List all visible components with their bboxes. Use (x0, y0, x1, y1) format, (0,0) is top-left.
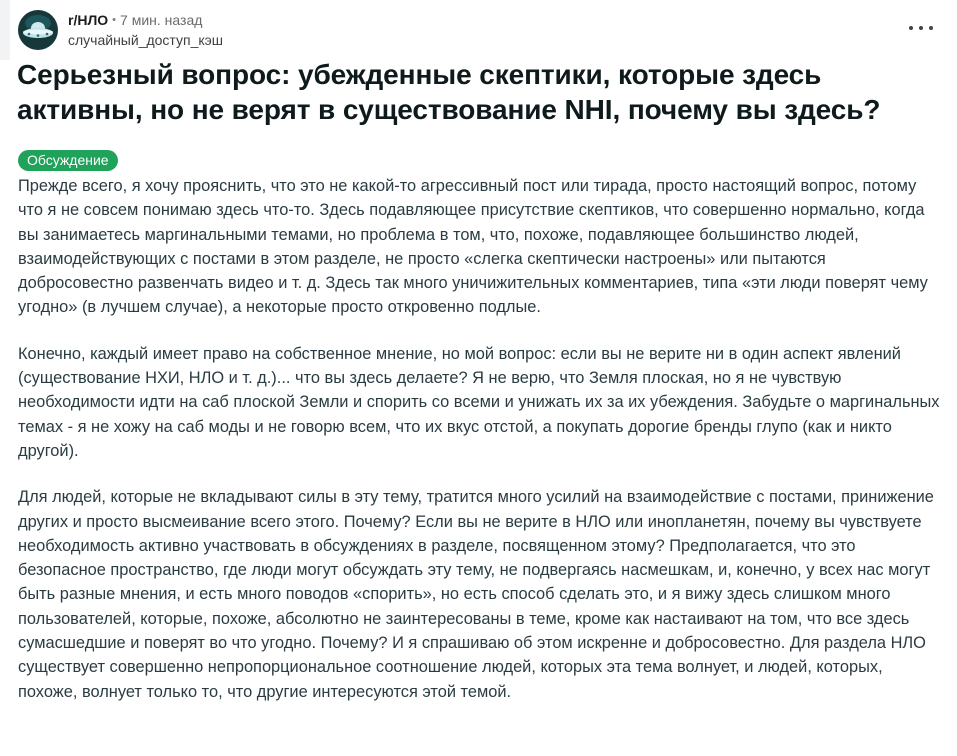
ufo-avatar-icon[interactable] (18, 10, 58, 50)
more-dot (929, 26, 933, 30)
post-meta (68, 10, 223, 50)
more-dot (909, 26, 913, 30)
flair-badge[interactable]: Обсуждение (18, 150, 118, 171)
more-dot (919, 26, 923, 30)
post-time: 7 мин. назад (120, 12, 203, 28)
more-options-icon[interactable] (909, 20, 933, 36)
left-edge-strip (0, 0, 10, 60)
meta-separator: • (112, 14, 117, 26)
body-paragraph: Прежде всего, я хочу прояснить, что это не какой-то агрессивный пост или тирада, просто настоящий вопрос, потому что я не совсем понимаю здесь что-то. Здесь подавляющее присутствие скептиков, что совершенно нормально, когда вы занимаетесь маргинальными темами, но проблема в том, что, похоже, подавляющее большинство людей, взаимодействующих с постами в этом разделе, не просто «слегка скептически настроены» или пытаются добросовестно развенчать видео и т. д. Здесь так много уничижительных комментариев, типа «эти люди поверят чему угодно» (в лучшем случае), а некоторые просто откровенно подлые. (18, 177, 928, 317)
post-header (18, 8, 223, 52)
subreddit-link[interactable]: r/НЛО (68, 12, 109, 28)
body-paragraph: Для людей, которые не вкладывают силы в эту тему, тратится много усилий на взаимодействие с постами, принижение других и просто высмеивание всего этого. Почему? Если вы не верите в НЛО или инопланетян, почему вы чувствуете необходимость активно участвовать в обсуждениях в разделе, посвященном этому? Предполагается, что это безопасное пространство, где люди могут обсуждать эту тему, не подвергаясь насмешкам, и, конечно, у всех нас могут быть разные мнения, и есть много поводов «спорить», но есть способ сделать это, и я вижу здесь слишком много пользователей, которые, похоже, абсолютно не заинтересованы в теме, кроме как настаивают на том, что все здесь сумасшедшие и поверят во что угодно. Почему? И я спрашиваю об этом искренне и добросовестно. Для раздела НЛО существует совершенно непропорциональное соотношение людей, которых эта тема волнует, и людей, которых, похоже, волнует только то, что другие интересуются этой темой. (18, 488, 934, 701)
post-title: Серьезный вопрос: убежденные скептики, которые здесь активны, но не верят в существование NHI, почему вы здесь? (17, 59, 881, 125)
body-paragraph: Конечно, каждый имеет право на собственное мнение, но мой вопрос: если вы не верите ни в один аспект явлений (существование НХИ, НЛО и т. д.)... что вы здесь делаете? Я не верю, что Земля плоская, но я не чувствую необходимости идти на саб плоской Земли и спорить со всеми и унижать их за их убеждения. Забудьте о маргинальных темах - я не хожу на саб моды и не говорю всем, что их вкус отстой, а покупать дорогие бренды глупо (как и никто другой). (18, 344, 940, 460)
author-username[interactable]: случайный_доступ_кэш (68, 32, 224, 48)
post-body (18, 174, 943, 726)
